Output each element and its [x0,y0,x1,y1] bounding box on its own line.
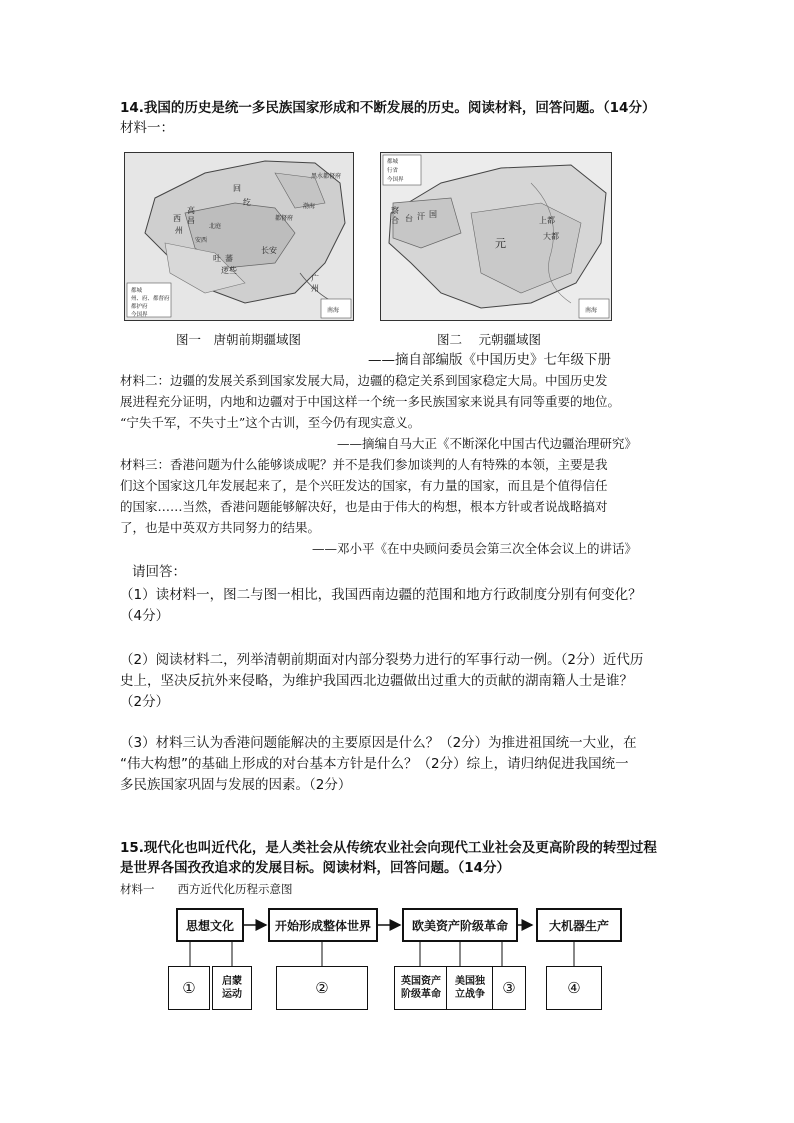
q15-title-line: 是世界各国孜孜追求的发展目标。阅读材料，回答问题。（14分） [120,860,511,876]
map1-label: 蕃 [225,254,233,263]
flow-box-culture: 思想文化 [176,908,244,942]
map1-caption: 图一 唐朝前期疆域图 [176,332,302,347]
map1-label: 州 [311,284,319,293]
q15-title-line: 15.现代化也叫近代化，是人类社会从传统农业社会向现代工业社会及更高阶段的转型过程 [120,840,657,856]
flow-box-world: 开始形成整体世界 [268,908,378,942]
tang-map [124,152,354,321]
map2-legend: 行省 [387,168,399,174]
map2-label: 大都 [543,232,559,241]
flow-box-revolution: 欧美资产阶级革命 [402,908,518,942]
yuan-map [380,152,612,321]
map1-legend: 今国界 [131,312,148,318]
material3-line: 们这个国家这几年发展起来了，是个兴旺发达的国家，有力量的国家，而且是个值得信任 [120,478,608,493]
q15-material1-label: 材料一 西方近代化历程示意图 [120,882,293,896]
sub-question-2: （2分） [120,694,170,710]
material2-line: 材料二：边疆的发展关系到国家发展大局，边疆的稳定关系到国家稳定大局。中国历史发 [120,373,608,388]
map1-label: 渤海 [303,203,316,210]
map1-corner-label: 南海 [327,307,340,314]
map2-caption: 图二 元朝疆域图 [437,332,541,347]
map1-label: 逻些 [221,266,237,275]
map2-legend: 都城 [387,159,399,165]
map2-label: 国 [429,210,437,219]
material3-line: 了，也是中英双方共同努力的结果。 [120,520,321,535]
map2-corner-label: 南海 [585,307,598,314]
map1-label: 黑水都督府 [311,173,342,180]
blank-3: ③ [492,966,526,1010]
map1-label: 纥 [243,198,251,207]
source-1: ——摘自部编版《中国历史》七年级下册 [368,352,611,368]
sub-question-3: （3）材料三认为香港问题能解决的主要原因是什么？（2分）为推进祖国统一大业，在 [120,735,637,751]
sub-question-1: （1）读材料一，图二与图一相比，我国西南边疆的范围和地方行政制度分别有何变化？ [120,587,642,603]
map2-label: 察 [391,206,399,215]
map2-label: 合 [391,216,399,225]
map1-legend: 州、府、都督府 [131,296,170,302]
map2-legend: 今国界 [387,177,404,183]
material3-line: 的国家……当然，香港问题能够解决好，也是由于伟大的构想，根本方针或者说战略搞对 [120,499,608,514]
map2-label: 汗 [417,212,425,221]
blank-4: ④ [546,966,602,1010]
q14-material1-label: 材料一： [120,120,174,136]
flow-english-revolution: 英国资产 阶级革命 [394,966,448,1010]
q14-title: 14.我国的历史是统一多民族国家形成和不断发展的历史。阅读材料，回答问题。（14分） [120,100,656,116]
sub-question-3: 多民族国家巩固与发展的因素。（2分） [120,777,352,793]
sub-question-3: “伟大构想”的基础上形成的对台基本方针是什么？（2分）综上，请归纳促进我国统一 [120,756,629,772]
answer-prompt: 请回答： [132,564,186,580]
map1-label: 西 [173,214,181,223]
material3-line: 材料三：香港问题为什么能够谈成呢？并不是我们参加谈判的人有特殊的本领，主要是我 [120,457,608,472]
sub-question-2: （2）阅读材料二，列举清朝前期面对内部分裂势力进行的军事行动一例。（2分）近代历 [120,652,644,668]
source-2: ——摘编自马大正《不断深化中国古代边疆治理研究》 [337,436,638,451]
map1-label: 回 [233,184,241,193]
map1-label: 吐 [213,254,221,263]
material2-line: 展进程充分证明，内地和边疆对于中国这样一个统一多民族国家来说具有同等重要的地位。 [120,394,621,409]
sub-question-2: 史上，坚决反抗外来侵略，为维护我国西北边疆做出过重大的贡献的湖南籍人士是谁？ [120,673,633,689]
sub-question-1: （4分） [120,608,170,624]
map1-label: 北庭 [209,223,222,230]
map2-label: 元 [495,237,506,250]
flow-enlightenment: 启蒙 运动 [212,966,252,1010]
map2-label: 台 [405,214,413,223]
map1-label: 高 [187,206,195,215]
map1-label: 长安 [261,246,277,255]
map2-label: 上都 [539,216,555,225]
map1-label: 州 [175,226,183,235]
map1-label: 安西 [195,237,208,244]
blank-1: ① [168,966,210,1010]
material2-line: “宁失千军，不失寸土”这个古训，至今仍有现实意义。 [120,415,421,430]
map1-label: 昌 [187,216,195,225]
flow-american-independence: 美国独 立战争 [446,966,494,1010]
map1-label: 广 [311,274,319,283]
map1-label: 都督府 [275,215,294,222]
flow-box-machine: 大机器生产 [536,908,622,942]
map1-legend: 都城 [131,288,143,294]
blank-2: ② [276,966,368,1010]
map1-legend: 都护府 [131,304,148,310]
source-3: ——邓小平《在中央顾问委员会第三次全体会议上的讲话》 [312,541,638,556]
